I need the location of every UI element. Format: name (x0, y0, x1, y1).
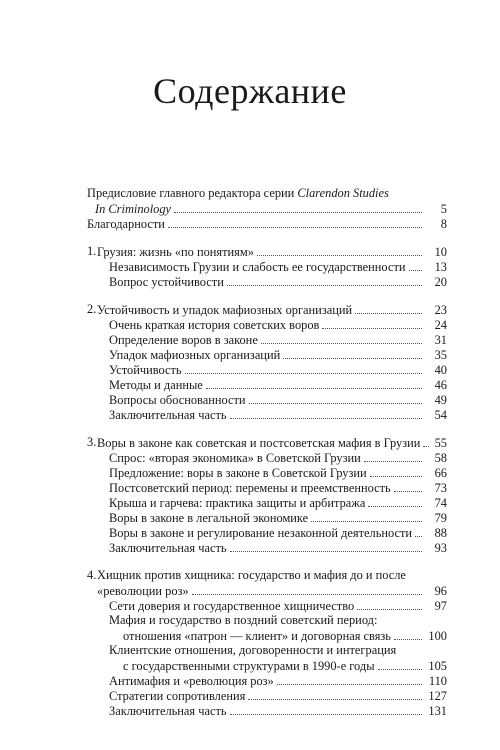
section-label: Упадок мафиозных организаций (109, 348, 281, 362)
section-label: Стратегии сопротивления (109, 689, 246, 703)
leader-dots (174, 201, 422, 213)
toc-entry-label: Благодарности (87, 217, 165, 231)
toc-section (87, 613, 447, 628)
leader-dots (230, 703, 422, 715)
toc-section (87, 495, 447, 510)
toc-section (87, 510, 447, 525)
toc-section (87, 465, 447, 480)
toc-chapter-heading (87, 244, 447, 259)
chapter-number: 1. (87, 244, 97, 258)
section-label: Заключительная часть (109, 408, 227, 422)
leader-dots (322, 317, 422, 329)
section-label: Воры в законе и регулирование незаконной деятельности (109, 526, 413, 540)
toc-page-number: 5 (440, 202, 447, 216)
section-label: Независимость Грузии и слабость ее государственности (109, 260, 406, 274)
toc-page-number: 49 (434, 393, 447, 407)
toc-entry-label: In Criminology (95, 202, 172, 216)
toc-section (87, 673, 447, 688)
leader-dots (378, 658, 422, 670)
toc-page-number: 66 (434, 466, 447, 480)
toc-page-number: 74 (434, 496, 447, 510)
toc-page-number: 58 (434, 451, 447, 465)
leader-dots (415, 525, 422, 537)
section-label: Сети доверия и государственное хищничество (109, 599, 355, 613)
leader-dots (185, 362, 422, 374)
leader-dots (355, 302, 422, 314)
toc-chapter-heading (87, 568, 447, 583)
chapter-number: 2. (87, 302, 97, 316)
section-label: с государственными структурами в 1990-е годы (123, 659, 375, 673)
leader-dots (370, 465, 422, 477)
toc-section (87, 450, 447, 465)
toc-section (87, 362, 447, 377)
toc-section (87, 703, 447, 718)
toc-chapter-heading (87, 435, 447, 450)
toc-page-number: 13 (434, 260, 447, 274)
leader-dots (423, 435, 429, 447)
toc-page-number: 8 (440, 217, 447, 231)
section-label: Антимафия и «революция роз» (109, 674, 274, 688)
section-label: Спрос: «вторая экономика» в Советской Грузии (109, 451, 361, 465)
section-label: Мафия и государство в поздний советский период: (109, 613, 378, 627)
chapter-title: Хищник против хищника: государство и мафия до и после (97, 568, 406, 582)
leader-dots (409, 259, 423, 271)
leader-dots (230, 407, 422, 419)
toc-section (87, 643, 447, 658)
toc-page-number: 73 (434, 481, 447, 495)
toc-page-number: 35 (434, 348, 447, 362)
section-label: Очень краткая история советских воров (109, 318, 320, 332)
chapter-title: «революции роз» (97, 584, 189, 598)
toc-section (87, 688, 447, 703)
toc-page-number: 10 (434, 245, 447, 259)
leader-dots (168, 216, 422, 228)
chapter-title: Воры в законе как советская и постсоветская мафия в Грузии (97, 436, 421, 450)
section-label: Заключительная часть (109, 541, 227, 555)
table-of-contents (87, 186, 447, 718)
toc-line (87, 583, 447, 598)
chapter-title: Грузия: жизнь «по понятиям» (97, 245, 254, 259)
leader-dots (394, 480, 422, 492)
toc-page-number: 131 (428, 704, 447, 718)
toc-entry-label: Предисловие главного редактора серии Clarendon Studies (87, 186, 389, 200)
toc-preface (87, 186, 447, 231)
section-label: Методы и данные (109, 378, 203, 392)
leader-dots (248, 688, 422, 700)
section-label: отношения «патрон — клиент» и договорная связь (123, 629, 391, 643)
toc-page-number: 127 (428, 689, 447, 703)
toc-page-number: 110 (428, 674, 447, 688)
toc-chapter (87, 302, 447, 422)
section-label: Вопрос устойчивости (109, 275, 224, 289)
toc-section (87, 377, 447, 392)
leader-dots (230, 540, 422, 552)
toc-section (87, 274, 447, 289)
toc-chapter (87, 568, 447, 718)
leader-dots (311, 510, 422, 522)
leader-dots (249, 392, 422, 404)
page-title: Содержание (153, 71, 347, 111)
section-label: Крыша и гарчева: практика защиты и арбитража (109, 496, 366, 510)
toc-page-number: 46 (434, 378, 447, 392)
toc-page-number: 20 (434, 275, 447, 289)
leader-dots (283, 347, 422, 359)
toc-chapter (87, 435, 447, 555)
toc-section (87, 407, 447, 422)
toc-page-number: 24 (434, 318, 447, 332)
section-label: Воры в законе в легальной экономике (109, 511, 309, 525)
leader-dots (206, 377, 422, 389)
toc-page-number: 55 (434, 436, 447, 450)
section-label: Заключительная часть (109, 704, 227, 718)
toc-page-number: 96 (434, 584, 447, 598)
chapter-title: Устойчивость и упадок мафиозных организаций (97, 303, 353, 317)
toc-section (87, 480, 447, 495)
toc-page-number: 23 (434, 303, 447, 317)
leader-dots (394, 628, 422, 640)
toc-section (87, 347, 447, 362)
toc-section (87, 540, 447, 555)
toc-section (87, 392, 447, 407)
toc-page-number: 93 (434, 541, 447, 555)
toc-page-number: 31 (434, 333, 447, 347)
toc-page-number: 79 (434, 511, 447, 525)
toc-section (87, 332, 447, 347)
toc-section (87, 259, 447, 274)
chapter-number: 3. (87, 435, 97, 449)
section-label: Устойчивость (109, 363, 182, 377)
toc-line (87, 201, 447, 216)
toc-section (87, 525, 447, 540)
toc-chapter-heading (87, 302, 447, 317)
leader-dots (357, 598, 422, 610)
section-label: Вопросы обоснованности (109, 393, 246, 407)
toc-section (87, 598, 447, 613)
toc-section (87, 658, 447, 673)
toc-line (87, 186, 447, 201)
leader-dots (227, 274, 422, 286)
toc-section (87, 628, 447, 643)
section-label: Определение воров в законе (109, 333, 258, 347)
toc-page-number: 100 (428, 629, 447, 643)
section-label: Предложение: воры в законе в Советской Грузии (109, 466, 367, 480)
leader-dots (261, 332, 422, 344)
leader-dots (257, 244, 422, 256)
leader-dots (364, 450, 422, 462)
section-label: Постсоветский период: перемены и преемственность (109, 481, 391, 495)
leader-dots (192, 583, 422, 595)
toc-line (87, 216, 447, 231)
toc-page-number: 97 (434, 599, 447, 613)
leader-dots (277, 673, 422, 685)
toc-page-number: 40 (434, 363, 447, 377)
toc-page-number: 54 (434, 408, 447, 422)
leader-dots (368, 495, 422, 507)
toc-chapter (87, 244, 447, 289)
toc-section (87, 317, 447, 332)
chapter-number: 4. (87, 568, 97, 582)
section-label: Клиентские отношения, договоренности и интеграция (109, 643, 397, 657)
toc-page-number: 88 (434, 526, 447, 540)
toc-page-number: 105 (428, 659, 447, 673)
